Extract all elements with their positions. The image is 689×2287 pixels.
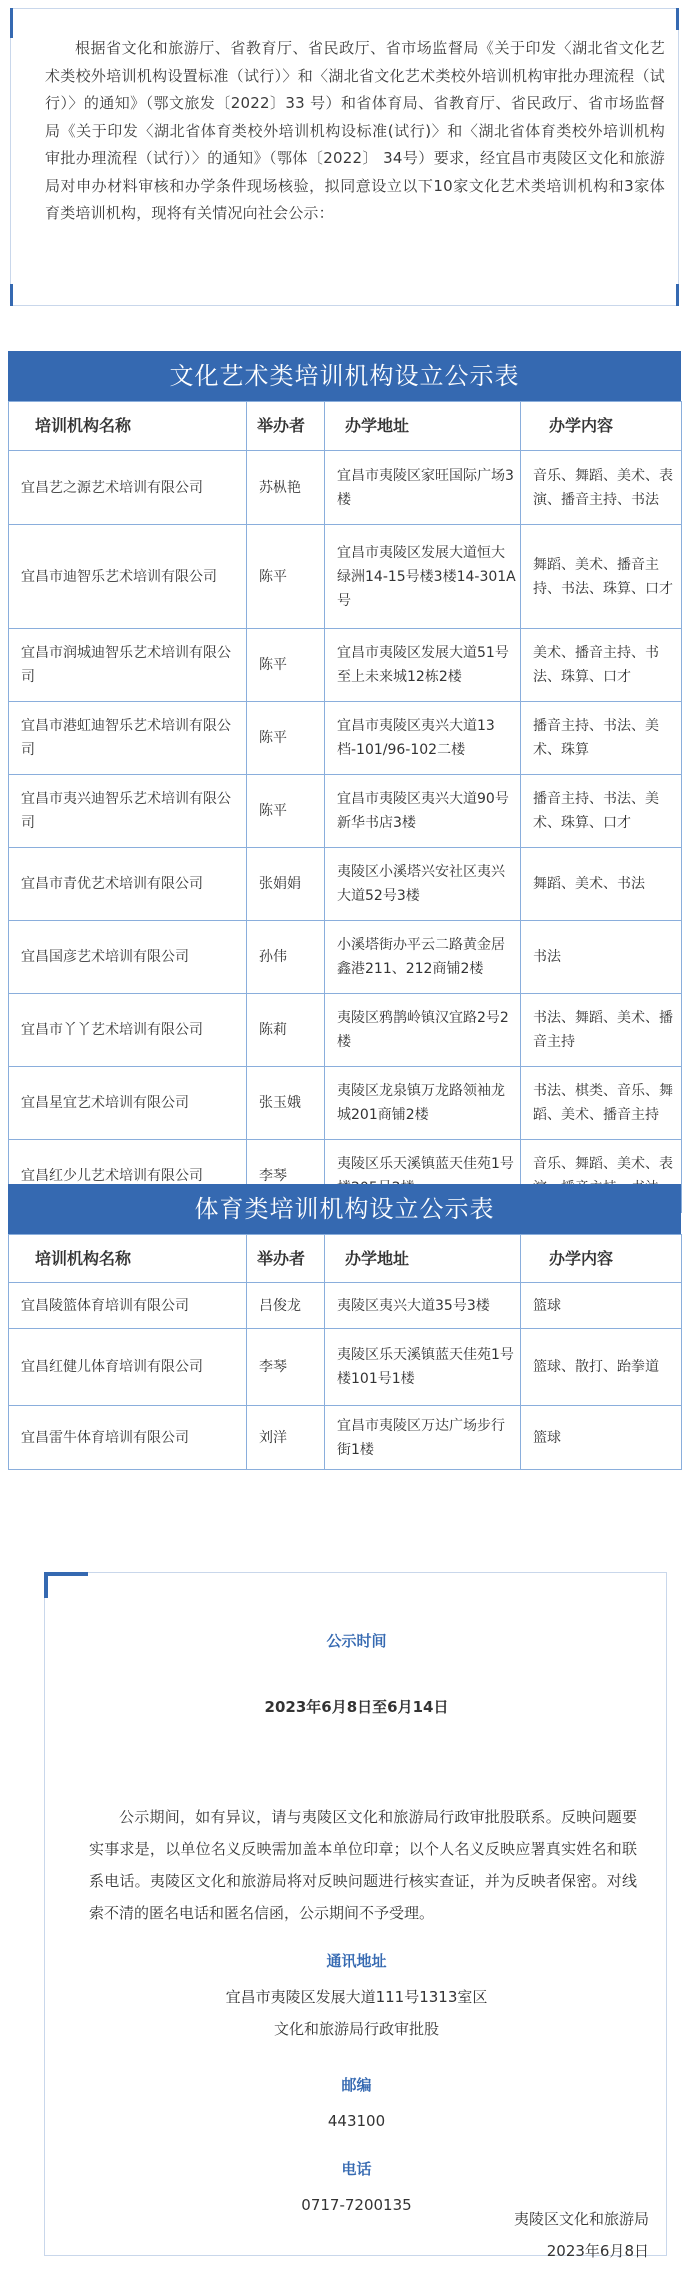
intro-corner-accent: [676, 8, 679, 30]
header-address: 办学地址: [325, 402, 521, 451]
cell-content: 篮球、散打、跆拳道: [521, 1329, 682, 1406]
header-name: 培训机构名称: [9, 1235, 247, 1283]
table-row: [9, 702, 682, 775]
intro-corner-accent: [676, 284, 679, 306]
sports-section: [8, 1184, 681, 1470]
cell-content: 美术、播音主持、书法、珠算、口才: [521, 629, 682, 702]
cell-holder: 李琴: [247, 1140, 325, 1213]
cell-address: 夷陵区乐天溪镇蓝天佳苑1号楼101号1楼: [325, 1329, 521, 1406]
cell-content: 舞蹈、美术、播音主持、书法、珠算、口才: [521, 525, 682, 629]
cell-address: 宜昌市夷陵区发展大道恒大绿洲14-15号楼3楼14-301A号: [325, 525, 521, 629]
table-row: [9, 1067, 682, 1140]
cell-holder: 张娟娟: [247, 848, 325, 921]
cell-org-name: 宜昌陵篮体育培训有限公司: [9, 1283, 247, 1329]
postcode-value: 443100: [327, 2112, 386, 2130]
cell-content: 书法: [521, 921, 682, 994]
cell-address: 小溪塔街办平云二路黄金居鑫港211、212商铺2楼: [325, 921, 521, 994]
notice-paragraph: 公示期间，如有异议，请与夷陵区文化和旅游局行政审批股联系。反映问题要实事求是，以单位名义反映需加盖本单位印章；以个人名义反映应署真实姓名和联系电话。夷陵区文化和旅游局将对反映问题进行核实查证，并为反映者保密。对线索不清的匿名电话和匿名信函，公示期间不予受理。: [89, 1808, 637, 1922]
cell-content: 篮球: [521, 1283, 682, 1329]
cell-address: 夷陵区鸦鹊岭镇汉宜路2号2楼: [325, 994, 521, 1067]
cell-org-name: 宜昌市润城迪智乐艺术培训有限公司: [9, 629, 247, 702]
table-row: [9, 994, 682, 1067]
cell-address: 夷陵区乐天溪镇蓝天佳苑1号: [325, 1140, 521, 1213]
table-row: [9, 629, 682, 702]
cell-org-name: 宜昌红健儿体育培训有限公司: [9, 1329, 247, 1406]
cell-content: 音乐、舞蹈、美术、表: [521, 1140, 682, 1213]
cell-holder: 陈莉: [247, 994, 325, 1067]
cell-org-name: 宜昌市夷兴迪智乐艺术培训有限公司: [9, 775, 247, 848]
phone-value: 0717-7200135: [301, 2196, 412, 2214]
cell-address: 宜昌市夷陵区夷兴大道13档-101/96-102二楼: [325, 702, 521, 775]
header-holder: 举办者: [247, 402, 325, 451]
cell-address: 宜昌市夷陵区家旺国际广场3楼: [325, 451, 521, 525]
art-section: [8, 351, 681, 1213]
header-content: 办学内容: [521, 402, 682, 451]
table-row: [9, 525, 682, 629]
cell-content: 播音主持、书法、美术、珠算、口才: [521, 775, 682, 848]
table-row: [9, 1329, 682, 1406]
header-content: 办学内容: [521, 1235, 682, 1283]
table-row: [9, 1406, 682, 1470]
table-row: [9, 1283, 682, 1329]
table-row: [9, 775, 682, 848]
cell-holder: 陈平: [247, 775, 325, 848]
cell-address: 宜昌市夷陵区发展大道51号至上未来城12栋2楼: [325, 629, 521, 702]
cell-org-name: 宜昌艺之源艺术培训有限公司: [9, 451, 247, 525]
cell-holder: 苏枞艳: [247, 451, 325, 525]
header-holder: 举办者: [247, 1235, 325, 1283]
cell-content: 音乐、舞蹈、美术、表演、播音主持、书法: [521, 451, 682, 525]
cell-content: 书法、棋类、音乐、舞蹈、美术、播音主持: [521, 1067, 682, 1140]
sports-table: [8, 1234, 682, 1470]
cell-holder: 陈平: [247, 525, 325, 629]
cell-org-name: 宜昌市港虹迪智乐艺术培训有限公司: [9, 702, 247, 775]
address-heading: 通讯地址: [326, 1952, 387, 1970]
address-line-1: 宜昌市夷陵区发展大道111号1313室区: [225, 1988, 488, 2006]
cell-holder: 陈平: [247, 629, 325, 702]
cell-content: 篮球: [521, 1406, 682, 1470]
cell-holder: 吕俊龙: [247, 1283, 325, 1329]
intro-corner-accent: [10, 8, 13, 38]
intro-box: [10, 8, 679, 306]
cell-holder: 陈平: [247, 702, 325, 775]
art-table: [8, 401, 682, 1213]
issuer-name: 夷陵区文化和旅游局: [513, 2210, 649, 2228]
header-address: 办学地址: [325, 1235, 521, 1283]
table-row: [9, 451, 682, 525]
cell-address: 夷陵区小溪塔兴安社区夷兴大道52号3楼: [325, 848, 521, 921]
cell-holder: 张玉娥: [247, 1067, 325, 1140]
table-header-row: [9, 402, 682, 451]
postcode-heading: 邮编: [341, 2076, 372, 2094]
table-row: [9, 848, 682, 921]
cell-content: 舞蹈、美术、书法: [521, 848, 682, 921]
cell-content: 书法、舞蹈、美术、播音主持: [521, 994, 682, 1067]
cell-address: 夷陵区龙泉镇万龙路领袖龙城201商铺2楼: [325, 1067, 521, 1140]
cell-org-name: 宜昌市丫丫艺术培训有限公司: [9, 994, 247, 1067]
address-line-2: 文化和旅游局行政审批股: [273, 2020, 439, 2038]
period-heading: 公示时间: [326, 1632, 387, 1650]
issue-date: 2023年6月8日: [546, 2242, 649, 2260]
cell-address: 宜昌市夷陵区夷兴大道90号新华书店3楼: [325, 775, 521, 848]
cell-holder: 刘洋: [247, 1406, 325, 1470]
notice-corner-accent: [44, 1572, 88, 1576]
cell-org-name: 宜昌市迪智乐艺术培训有限公司: [9, 525, 247, 629]
intro-corner-accent: [10, 284, 13, 306]
cell-org-name: 宜昌市青优艺术培训有限公司: [9, 848, 247, 921]
cell-org-name: 宜昌雷牛体育培训有限公司: [9, 1406, 247, 1470]
intro-paragraph: 根据省文化和旅游厅、省教育厅、省民政厅、省市场监督局《关于印发〈湖北省文化艺术类校外培训机构设置标准（试行）〉和〈湖北省文化艺术类校外培训机构审批办理流程（试行）〉的通知》（鄂文旅发〔2022〕33 号）和省体育局、省教育厅、省民政厅、省市场监督局《关于印发〈湖北省体育类校外培训机构设标准(试行)〉和〈湖北省体育类校外培训机构审批办理流程（试行）〉的通知》（鄂体〔2022〕 34号）要求，经宜昌市夷陵区文化和旅游局对申办材料审核和办学条件现场核验，拟同意设立以下10家文化艺术类培训机构和3家体育类培训机构，现将有关情况向社会公示：: [45, 39, 665, 222]
cell-holder: 李琴: [247, 1329, 325, 1406]
cell-content: 播音主持、书法、美术、珠算: [521, 702, 682, 775]
cell-org-name: 宜昌星宜艺术培训有限公司: [9, 1067, 247, 1140]
cell-address: 宜昌市夷陵区万达广场步行街1楼: [325, 1406, 521, 1470]
cell-address: 夷陵区夷兴大道35号3楼: [325, 1283, 521, 1329]
art-table-title: 文化艺术类培训机构设立公示表: [8, 351, 681, 401]
cell-org-name: 宜昌国彦艺术培训有限公司: [9, 921, 247, 994]
notice-box: [44, 1572, 667, 2256]
phone-heading: 电话: [341, 2160, 372, 2178]
header-name: 培训机构名称: [9, 402, 247, 451]
table-header-row: [9, 1235, 682, 1283]
sports-table-title: 体育类培训机构设立公示表: [8, 1184, 681, 1234]
cell-holder: 孙伟: [247, 921, 325, 994]
notice-corner-accent: [44, 1572, 48, 1598]
period-dates: 2023年6月8日至6月14日: [264, 1698, 449, 1716]
cell-org-name: 宜昌红少儿艺术培训有限公司: [9, 1140, 247, 1213]
table-row: [9, 921, 682, 994]
